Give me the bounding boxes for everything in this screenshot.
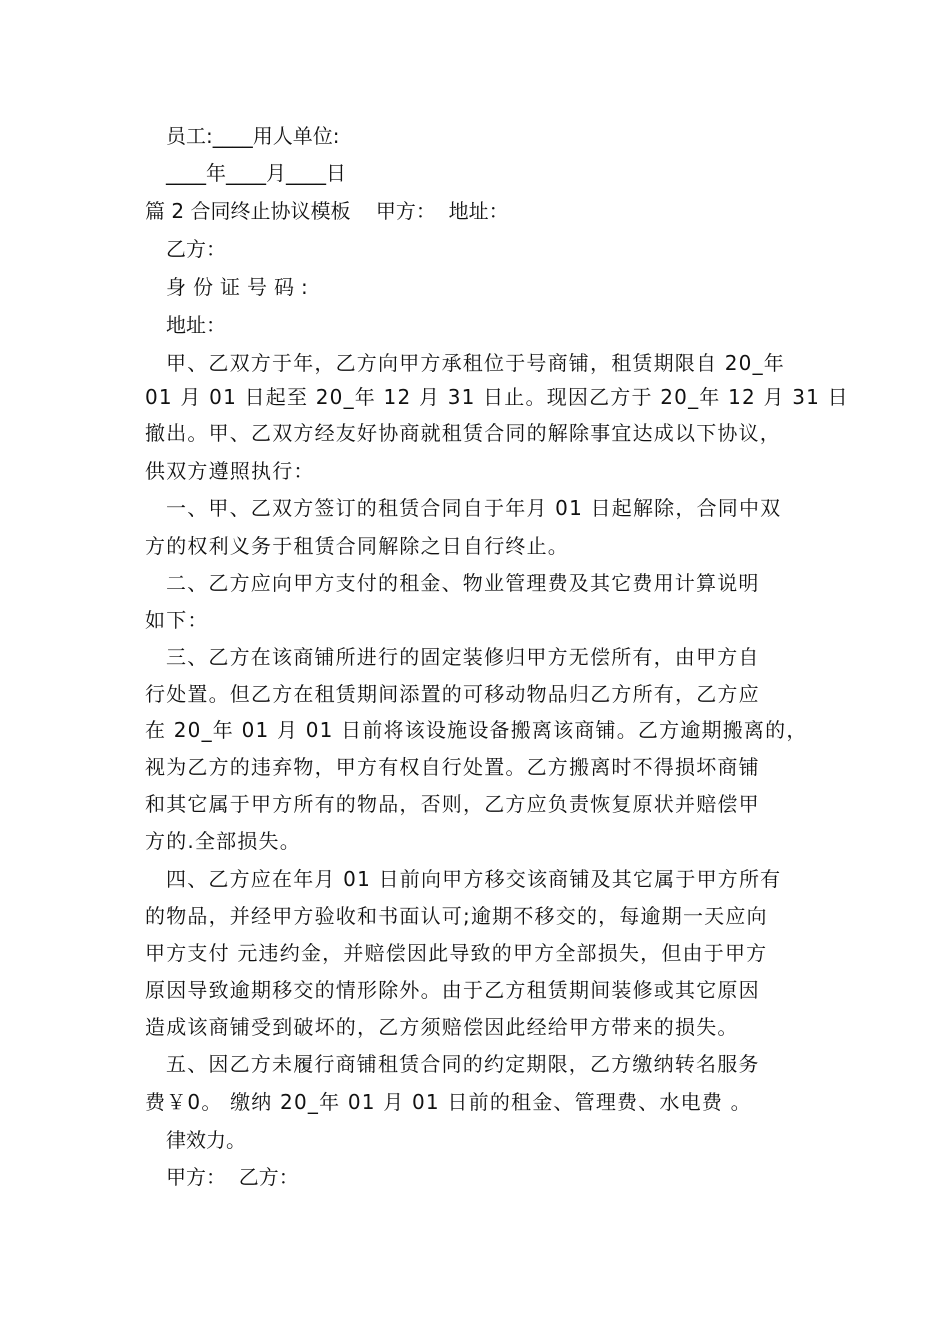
signature-line: 甲方： 乙方： bbox=[166, 1165, 299, 1189]
clause-4-line-1: 四、乙方应在年月 01 日前向甲方移交该商铺及其它属于甲方所有 bbox=[166, 867, 782, 891]
party-b-label: 乙方： bbox=[166, 237, 226, 261]
id-number-label: 身份证号码: bbox=[166, 275, 315, 299]
clause-2-line-1: 二、乙方应向甲方支付的租金、物业管理费及其它费用计算说明 bbox=[166, 571, 760, 595]
clause-5-line-1: 五、因乙方未履行商铺租赁合同的约定期限，乙方缴纳转名服务 bbox=[166, 1052, 760, 1076]
clause-4-line-2: 的物品，并经甲方验收和书面认可;逾期不移交的，每逾期一天应向 bbox=[145, 904, 768, 928]
clause-4-line-4: 原因导致逾期移交的情形除外。由于乙方租赁期间装修或其它原因 bbox=[145, 978, 760, 1002]
section-title-line: 篇 2 合同终止协议模板 甲方： 地址： bbox=[145, 199, 509, 223]
clause-2-line-2: 如下： bbox=[145, 608, 209, 632]
date-line: ____年____月____日 bbox=[166, 161, 346, 185]
intro-line-4: 供双方遵照执行： bbox=[145, 459, 315, 483]
effect-line: 律效力。 bbox=[166, 1128, 246, 1152]
clause-3-line-3: 在 20_年 01 月 01 日前将该设施设备搬离该商铺。乙方逾期搬离的， bbox=[145, 718, 808, 742]
employee-employer-line: 员工:____用人单位: bbox=[166, 124, 340, 148]
clause-4-line-5: 造成该商铺受到破坏的，乙方须赔偿因此经给甲方带来的损失。 bbox=[145, 1015, 739, 1039]
intro-line-1: 甲、乙双方于年，乙方向甲方承租位于号商铺，租赁期限自 20_年 bbox=[166, 351, 786, 375]
clause-1-line-1: 一、甲、乙双方签订的租赁合同自于年月 01 日起解除，合同中双 bbox=[166, 496, 782, 520]
intro-line-2: 01 月 01 日起至 20_年 12 月 31 日止。现因乙方于 20_年 12 月 31 日 bbox=[145, 385, 849, 409]
clause-4-line-3: 甲方支付 元违约金，并赔偿因此导致的甲方全部损失，但由于甲方 bbox=[145, 941, 768, 965]
clause-5-line-2: 费￥0。 缴纳 20_年 01 月 01 日前的租金、管理费、水电费 。 bbox=[145, 1090, 752, 1114]
intro-line-3: 撤出。甲、乙双方经友好协商就租赁合同的解除事宜达成以下协议， bbox=[145, 421, 781, 445]
clause-3-line-2: 行处置。但乙方在租赁期间添置的可移动物品归乙方所有，乙方应 bbox=[145, 682, 760, 706]
clause-1-line-2: 方的权利义务于租赁合同解除之日自行终止。 bbox=[145, 534, 569, 558]
clause-3-line-6: 方的.全部损失。 bbox=[145, 829, 301, 853]
clause-3-line-4: 视为乙方的违弃物，甲方有权自行处置。乙方搬离时不得损坏商铺 bbox=[145, 755, 760, 779]
clause-3-line-1: 三、乙方在该商铺所进行的固定装修归甲方无偿所有，由甲方自 bbox=[166, 645, 760, 669]
address-label: 地址： bbox=[166, 313, 226, 337]
clause-3-line-5: 和其它属于甲方所有的物品，否则，乙方应负责恢复原状并赔偿甲 bbox=[145, 792, 760, 816]
